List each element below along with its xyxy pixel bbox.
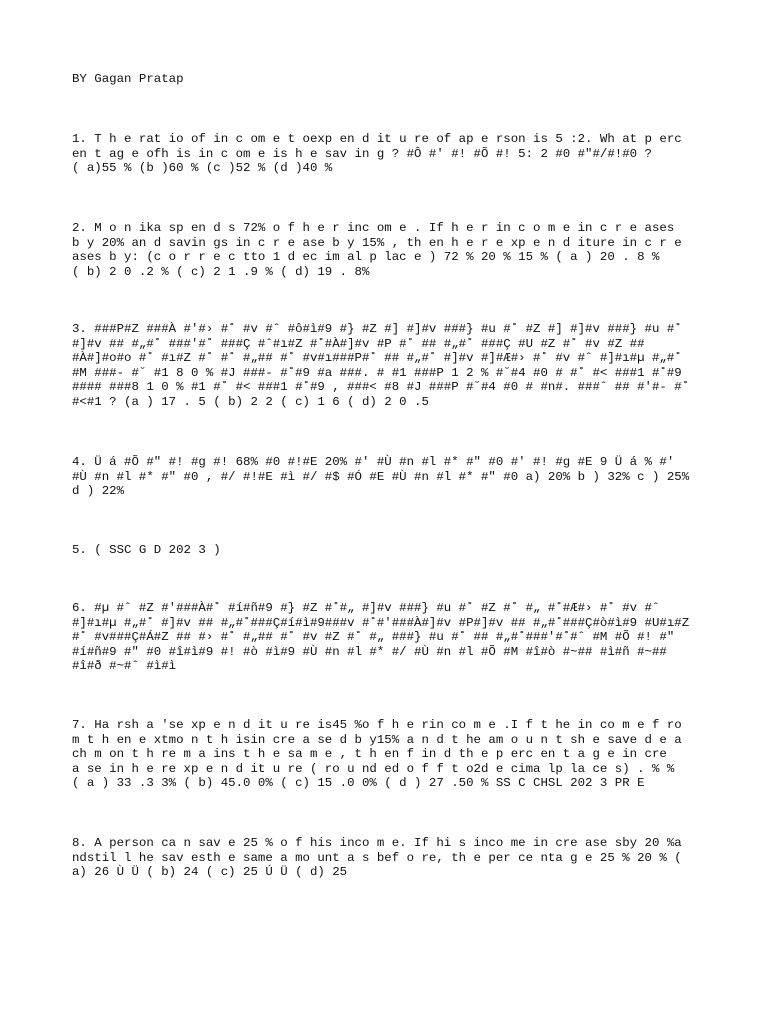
question-line: ndstil l he sav esth e same a mo unt a s bef o re, th e per ce nta g e 25 % 20 % ( [72,850,682,865]
question-line: ases b y: (c o r r e c tto 1 d ec im al p lac e ) 72 % 20 % 15 % ( a ) 20 . 8 % [72,250,660,265]
question-8 [72,836,712,880]
question-line: 4. Ü á #Õ #" #! #g #! 68% #0 #!#E 20% #' #Ù #n #l #* #" #0 #' #! #g #E 9 Ü á % #' [72,455,675,469]
question-line: ( a ) 33 .3 3% ( b) 45.0 0% ( c) 15 .0 0% ( d ) 27 .50 % SS C CHSL 202 3 PR E [72,776,645,791]
question-5 [72,543,712,558]
question-line: #<#1 ? (a ) 17 . 5 ( b) 2 2 ( c) 1 6 ( d) 2 0 .5 [72,394,429,409]
question-line: #À#]#o#o #˚ #ı#Z #˚ #˚ #„## #˚ #v#ı###P#˚ ## #„#˚ #]#v #]#Æ#› #˚ #v #ˆ #]#ı#µ #„#˚ [72,351,682,366]
question-line: ch m on t h re m a ins t h e sa m e , t h en f in d th e p erc en t a g e in cre [72,747,667,762]
question-line: #]#ı#µ #„#˚ #]#v ## #„#˚###Ç#í#ì#9###v #˚#'###À#]#v #P#]#v ## #„#˚###Ç#ò#ì#9 #U#ı#Z [72,615,690,630]
question-line: 1. T h e rat io of in c om e t oexp en d it u re of ap e rson is 5 :2. Wh at p erc [72,132,682,146]
question-line: 5. ( SSC G D 202 3 ) [72,543,221,557]
question-4 [72,455,712,499]
question-line: ( b) 2 0 .2 % ( c) 2 1 .9 % ( d) 19 . 8% [72,264,370,279]
question-line: m t h en e xtmo n t h isin cre a se d b y15% a n d t he am o u n t sh e save d e a [72,732,682,747]
question-line: #M ###- #˘ #1 8 0 % #J ###- #˚#9 #a ###. # #1 ###P 1 2 % #˘#4 #0 # #˚ #< ###1 #˚#9 [72,365,682,380]
question-1 [72,132,712,176]
question-line: en t ag e ofh is in c om e is h e sav in g ? #Ô #' #! #Õ #! 5: 2 #0 #"#/#!#0 ? [72,146,652,161]
question-line: 8. A person ca n sav e 25 % o f his inco m e. If hi s inco me in cre ase sby 20 %a [72,836,682,850]
author-line: BY Gagan Pratap [72,72,184,86]
question-line: #### ###8 1 0 % #1 #˚ #< ###1 #˚#9 , ###< #8 #J ###P #˘#4 #0 # #n#. ###ˆ ## #'#- #˚ [72,380,690,395]
question-line: 3. ###P#Z ###À #'#› #˚ #v #ˆ #ô#ì#9 #} #Z #] #]#v ###} #u #˚ #Z #] #]#v ###} #u #˚ [72,322,682,336]
question-line: ( a)55 % (b )60 % (c )52 % (d )40 % [72,161,333,176]
question-line: 2. M o n ika sp en d s 72% o f h e r inc om e . If h e r in c o m e in c r e ases [72,221,675,235]
question-line: #í#ñ#9 #" #0 #î#ì#9 #! #ò #ì#9 #Ù #n #l #* #/ #Ù #n #l #Õ #M #î#ò #~## #ì#ñ #~## [72,644,667,659]
question-line: 7. Ha rsh a 'se xp e n d it u re is45 %o f h e rin co m e .I f t he in co m e f ro [72,718,682,732]
question-7 [72,718,712,791]
question-line: #î#ð #~#ˆ #ì#ì [72,659,177,674]
question-line: 6. #µ #ˆ #Z #'###À#˚ #í#ñ#9 #} #Z #˚#„ #]#v ###} #u #˚ #Z #˚ #„ #˚#Æ#› #˚ #v #ˆ [72,601,660,615]
question-line: a) 26 Ù Ü ( b) 24 ( c) 25 Ú Ü ( d) 25 [72,865,348,880]
question-line: #]#v ## #„#˚ ###'#˚ ###Ç #ˆ#ı#Z #˚#À#]#v #P #˚ ## #„#˚ ###Ç #U #Z #˚ #v #Z ## [72,336,645,351]
question-2 [72,221,712,279]
question-6 [72,601,712,674]
question-line: b y 20% an d savin gs in c r e ase b y 15% , th en h e r e xp e n d iture in c r e [72,235,682,250]
question-line: a se in h e re xp e n d it u re ( ro u nd ed o f f t o2d e cima lp la ce s) . % % [72,761,675,776]
question-line: d ) 22% [72,484,125,499]
question-3 [72,322,712,410]
question-line: #Ù #n #l #* #" #0 , #/ #!#E #ì #/ #$ #Ó #E #Ù #n #l #* #" #0 a) 20% b ) 32% c ) 25% [72,469,690,484]
question-line: #˚ #v###Ç#Á#Z ## #› #˚ #„## #˚ #v #Z #˚ #„ ###} #u #˚ ## #„#˚###'#˚#ˆ #M #Õ #! #" [72,630,675,645]
